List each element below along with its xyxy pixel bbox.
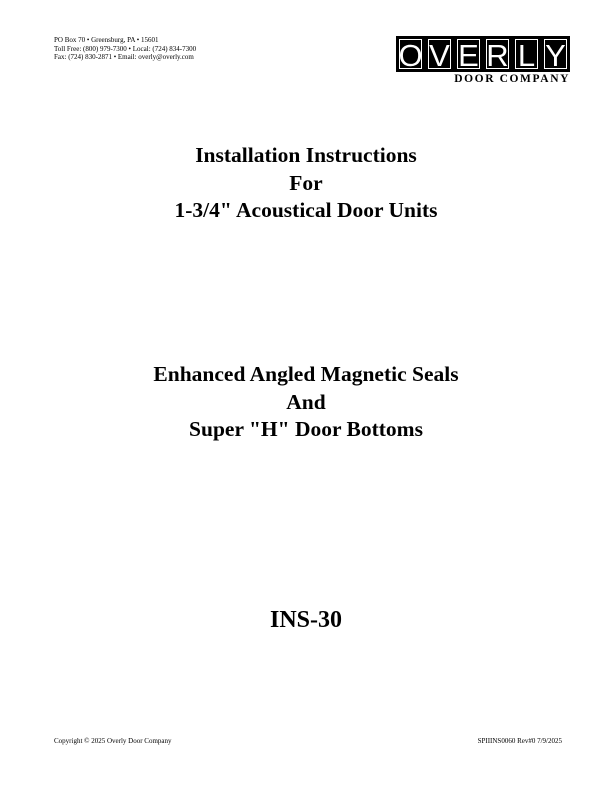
- title-line: 1-3/4" Acoustical Door Units: [174, 198, 438, 222]
- contact-info: [54, 36, 196, 62]
- footer-revision: SPIIINS0060 Rev#0 7/9/2025: [477, 737, 562, 745]
- footer-copyright: Copyright © 2025 Overly Door Company: [54, 737, 172, 745]
- contact-phone-line: Toll Free: (800) 979-7300 • Local: (724) 834-7300: [54, 44, 197, 53]
- logo-letter: Y: [541, 36, 570, 72]
- company-logo: [396, 36, 570, 86]
- logo-letter: L: [512, 36, 541, 72]
- title-line: Installation Instructions: [195, 143, 417, 167]
- subtitle-line: Super "H" Door Bottoms: [189, 417, 423, 441]
- document-title: [0, 142, 612, 225]
- contact-address-line: PO Box 70 • Greensburg, PA • 15601: [54, 36, 159, 44]
- logo-wordmark: [396, 36, 570, 72]
- title-line: For: [289, 170, 323, 195]
- document-subtitle: [0, 361, 612, 444]
- logo-subtitle: DOOR COMPANY: [454, 73, 570, 85]
- document-code: INS-30: [269, 607, 342, 633]
- subtitle-line: And: [286, 389, 326, 414]
- subtitle-line: Enhanced Angled Magnetic Seals: [153, 362, 459, 386]
- logo-letter: O: [396, 36, 425, 72]
- logo-letter: E: [454, 36, 483, 72]
- logo-letter: V: [425, 36, 454, 72]
- contact-fax-email-line: Fax: (724) 830-2871 • Email: overly@overly.com: [54, 53, 194, 62]
- logo-letter: R: [483, 36, 512, 72]
